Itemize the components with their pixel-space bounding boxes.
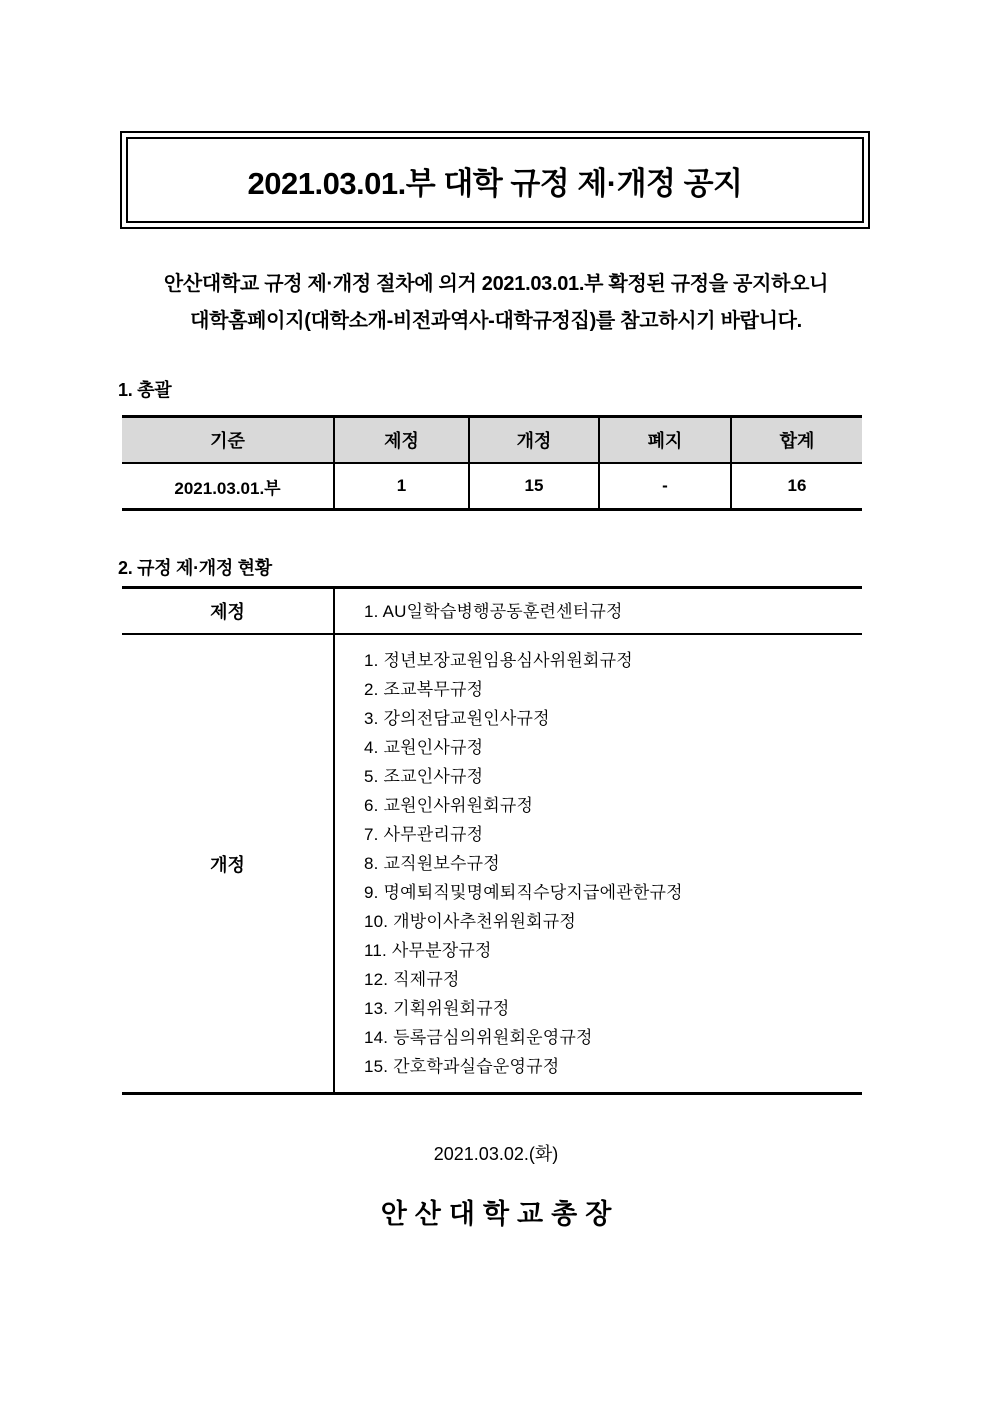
regulation-item: 7. 사무관리규정 (364, 825, 484, 844)
page-title: 2021.03.01.부 대학 규정 제·개정 공지 (247, 165, 743, 201)
issue-date: 2021.03.02.(화) (433, 1144, 559, 1164)
summary-header-enacted: 제정 (334, 417, 469, 464)
regulation-item: 11. 사무분장규정 (364, 941, 492, 960)
regulation-item: 12. 직제규정 (364, 970, 460, 989)
summary-header-basis: 기준 (210, 431, 245, 451)
intro-line-2: 대학홈페이지(대학소개-비전과역사-대학규정집)를 참고하시기 바랍니다. (190, 310, 802, 332)
amended-row (122, 634, 862, 1094)
summary-header-amended: 개정 (469, 417, 599, 464)
regulation-item: 5. 조교인사규정 (364, 767, 484, 786)
regulation-item: 3. 강의전담교원인사규정 (364, 709, 550, 728)
enacted-row (122, 588, 862, 635)
summary-header-abolished: 폐지 (599, 417, 731, 464)
title-box (120, 131, 870, 229)
regulation-item: 2. 조교복무규정 (364, 680, 484, 699)
summary-cell-amended: 15 (469, 463, 599, 510)
amended-row-items (334, 634, 862, 1094)
summary-header-total: 합계 (731, 417, 862, 464)
summary-table-header-row (122, 417, 862, 464)
summary-cell-enacted: 1 (334, 463, 469, 510)
regulation-item: 1. 정년보장교원임용심사위원회규정 (364, 651, 633, 670)
regulation-item: 14. 등록금심의위원회운영규정 (364, 1028, 593, 1047)
signature: 안산대학교총장 (380, 1199, 620, 1229)
regulation-item: 6. 교원인사위원회규정 (364, 796, 534, 815)
section1-heading: 1. 총괄 (118, 380, 172, 400)
detail-table (122, 586, 862, 1095)
regulation-item: 15. 간호학과실습운영규정 (364, 1057, 560, 1076)
intro-line-1: 안산대학교 규정 제·개정 절차에 의거 2021.03.01.부 확정된 규정을 공지하오니 (163, 273, 829, 295)
summary-table (122, 415, 862, 511)
summary-cell-abolished: - (599, 463, 731, 510)
enacted-row-label: 제정 (210, 602, 245, 622)
regulation-item: 4. 교원인사규정 (364, 738, 484, 757)
enacted-row-items (334, 588, 862, 635)
summary-cell-basis: 2021.03.01.부 (174, 478, 281, 498)
regulation-item: 10. 개방이사추천위원회규정 (364, 912, 576, 931)
summary-table-data-row (122, 463, 862, 510)
regulation-item: 9. 명예퇴직및명예퇴직수당지급에관한규정 (364, 883, 683, 902)
amended-row-label: 개정 (210, 854, 245, 875)
title-box-inner-border (126, 137, 864, 223)
regulation-item: 1. AU일학습병행공동훈련센터규정 (364, 601, 623, 621)
regulation-item: 13. 기획위원회규정 (364, 999, 510, 1018)
section2-heading: 2. 규정 제·개정 현황 (118, 558, 272, 578)
regulation-item: 8. 교직원보수규정 (364, 854, 500, 873)
summary-cell-total: 16 (731, 463, 862, 510)
intro-paragraph (96, 266, 896, 340)
